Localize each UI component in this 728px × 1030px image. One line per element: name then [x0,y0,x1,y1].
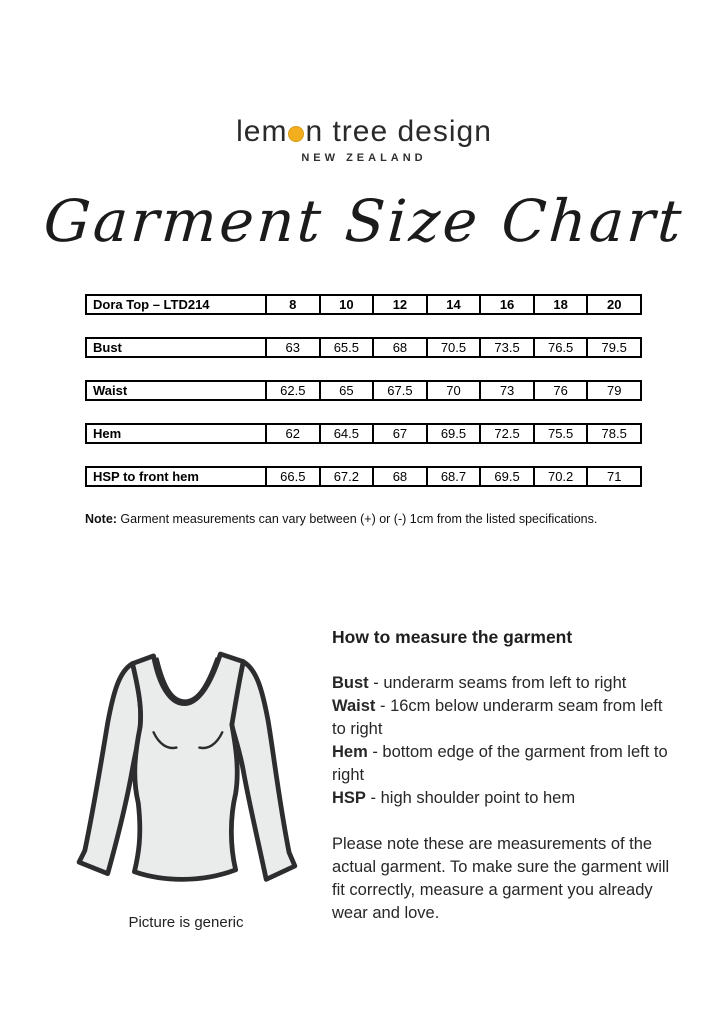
size-table-header-row [85,294,642,315]
measurement-value: 69.5 [479,468,533,485]
measurement-value: 72.5 [479,425,533,442]
size-header: 20 [586,296,640,313]
note-text: Garment measurements can vary between (+) or (-) 1cm from the listed specifications. [116,512,598,526]
measurement-value: 62 [265,425,319,442]
measurement-value: 65 [319,382,373,399]
brand-header [0,0,728,164]
measurement-value: 68 [372,339,426,356]
row-label: Hem [93,426,122,441]
logo-text-suffix: n tree design [305,115,492,148]
row-label: HSP to front hem [93,469,199,484]
note-label: Note: [85,512,117,526]
guide-footer: Please note these are measurements of the actual garment. To make sure the garment will fit correctly, measure a garment you already wear and love. [332,835,670,922]
logo-text-prefix: lem [236,115,288,148]
measurement-value: 71 [586,468,640,485]
guide-desc: - high shoulder point to hem [365,789,576,807]
size-header: 16 [479,296,533,313]
measurement-value: 76 [533,382,587,399]
lemon-dot-icon [288,126,304,142]
measurement-value: 65.5 [319,339,373,356]
size-table [85,294,642,487]
measurement-value: 70 [426,382,480,399]
table-row-waist [85,380,642,401]
measurement-value: 67.5 [372,382,426,399]
table-row-hsp [85,466,642,487]
guide-term: Hem [332,743,368,761]
measurement-value: 68 [372,468,426,485]
guide-desc: - bottom edge of the garment from left to right [332,743,668,784]
size-header: 12 [372,296,426,313]
measurement-value: 78.5 [586,425,640,442]
brand-logo [0,116,728,148]
guide-desc: - underarm seams from left to right [368,674,627,692]
measurement-note [85,512,728,526]
page-title: Garment Size Chart [41,187,687,255]
size-header: 14 [426,296,480,313]
guide-term: Waist [332,697,376,715]
row-label: Waist [93,383,128,398]
measurement-value: 76.5 [533,339,587,356]
guide-heading: How to measure the garment [332,627,573,647]
guide-term: HSP [332,789,366,807]
table-row-hem [85,423,642,444]
table-row-bust [85,337,642,358]
figure-caption: Picture is generic [128,914,244,931]
measurement-value: 67.2 [319,468,373,485]
measurement-value: 73 [479,382,533,399]
guide-item-hsp [332,787,680,810]
measurement-value: 70.2 [533,468,587,485]
measurement-value: 66.5 [265,468,319,485]
bottom-section [0,612,728,931]
guide-item-waist [332,695,680,741]
measurement-value: 69.5 [426,425,480,442]
guide-item-hem [332,741,680,787]
measurement-value: 68.7 [426,468,480,485]
measurement-value: 64.5 [319,425,373,442]
measurement-value: 70.5 [426,339,480,356]
brand-country: NEW ZEALAND [301,152,427,164]
measurement-value: 62.5 [265,382,319,399]
garment-figure [60,612,312,931]
measurement-value: 73.5 [479,339,533,356]
product-name: Dora Top – LTD214 [93,297,210,312]
row-label: Bust [93,340,122,355]
measurement-value: 79 [586,382,640,399]
measurement-value: 79.5 [586,339,640,356]
size-header: 8 [265,296,319,313]
size-header: 10 [319,296,373,313]
guide-desc: - 16cm below underarm seam from left to right [332,697,663,738]
measurement-value: 75.5 [533,425,587,442]
garment-illustration-icon [66,612,306,908]
size-header: 18 [533,296,587,313]
measurement-value: 67 [372,425,426,442]
measure-guide [332,612,680,931]
guide-term: Bust [332,674,369,692]
measurement-value: 63 [265,339,319,356]
guide-item-bust [332,672,680,695]
